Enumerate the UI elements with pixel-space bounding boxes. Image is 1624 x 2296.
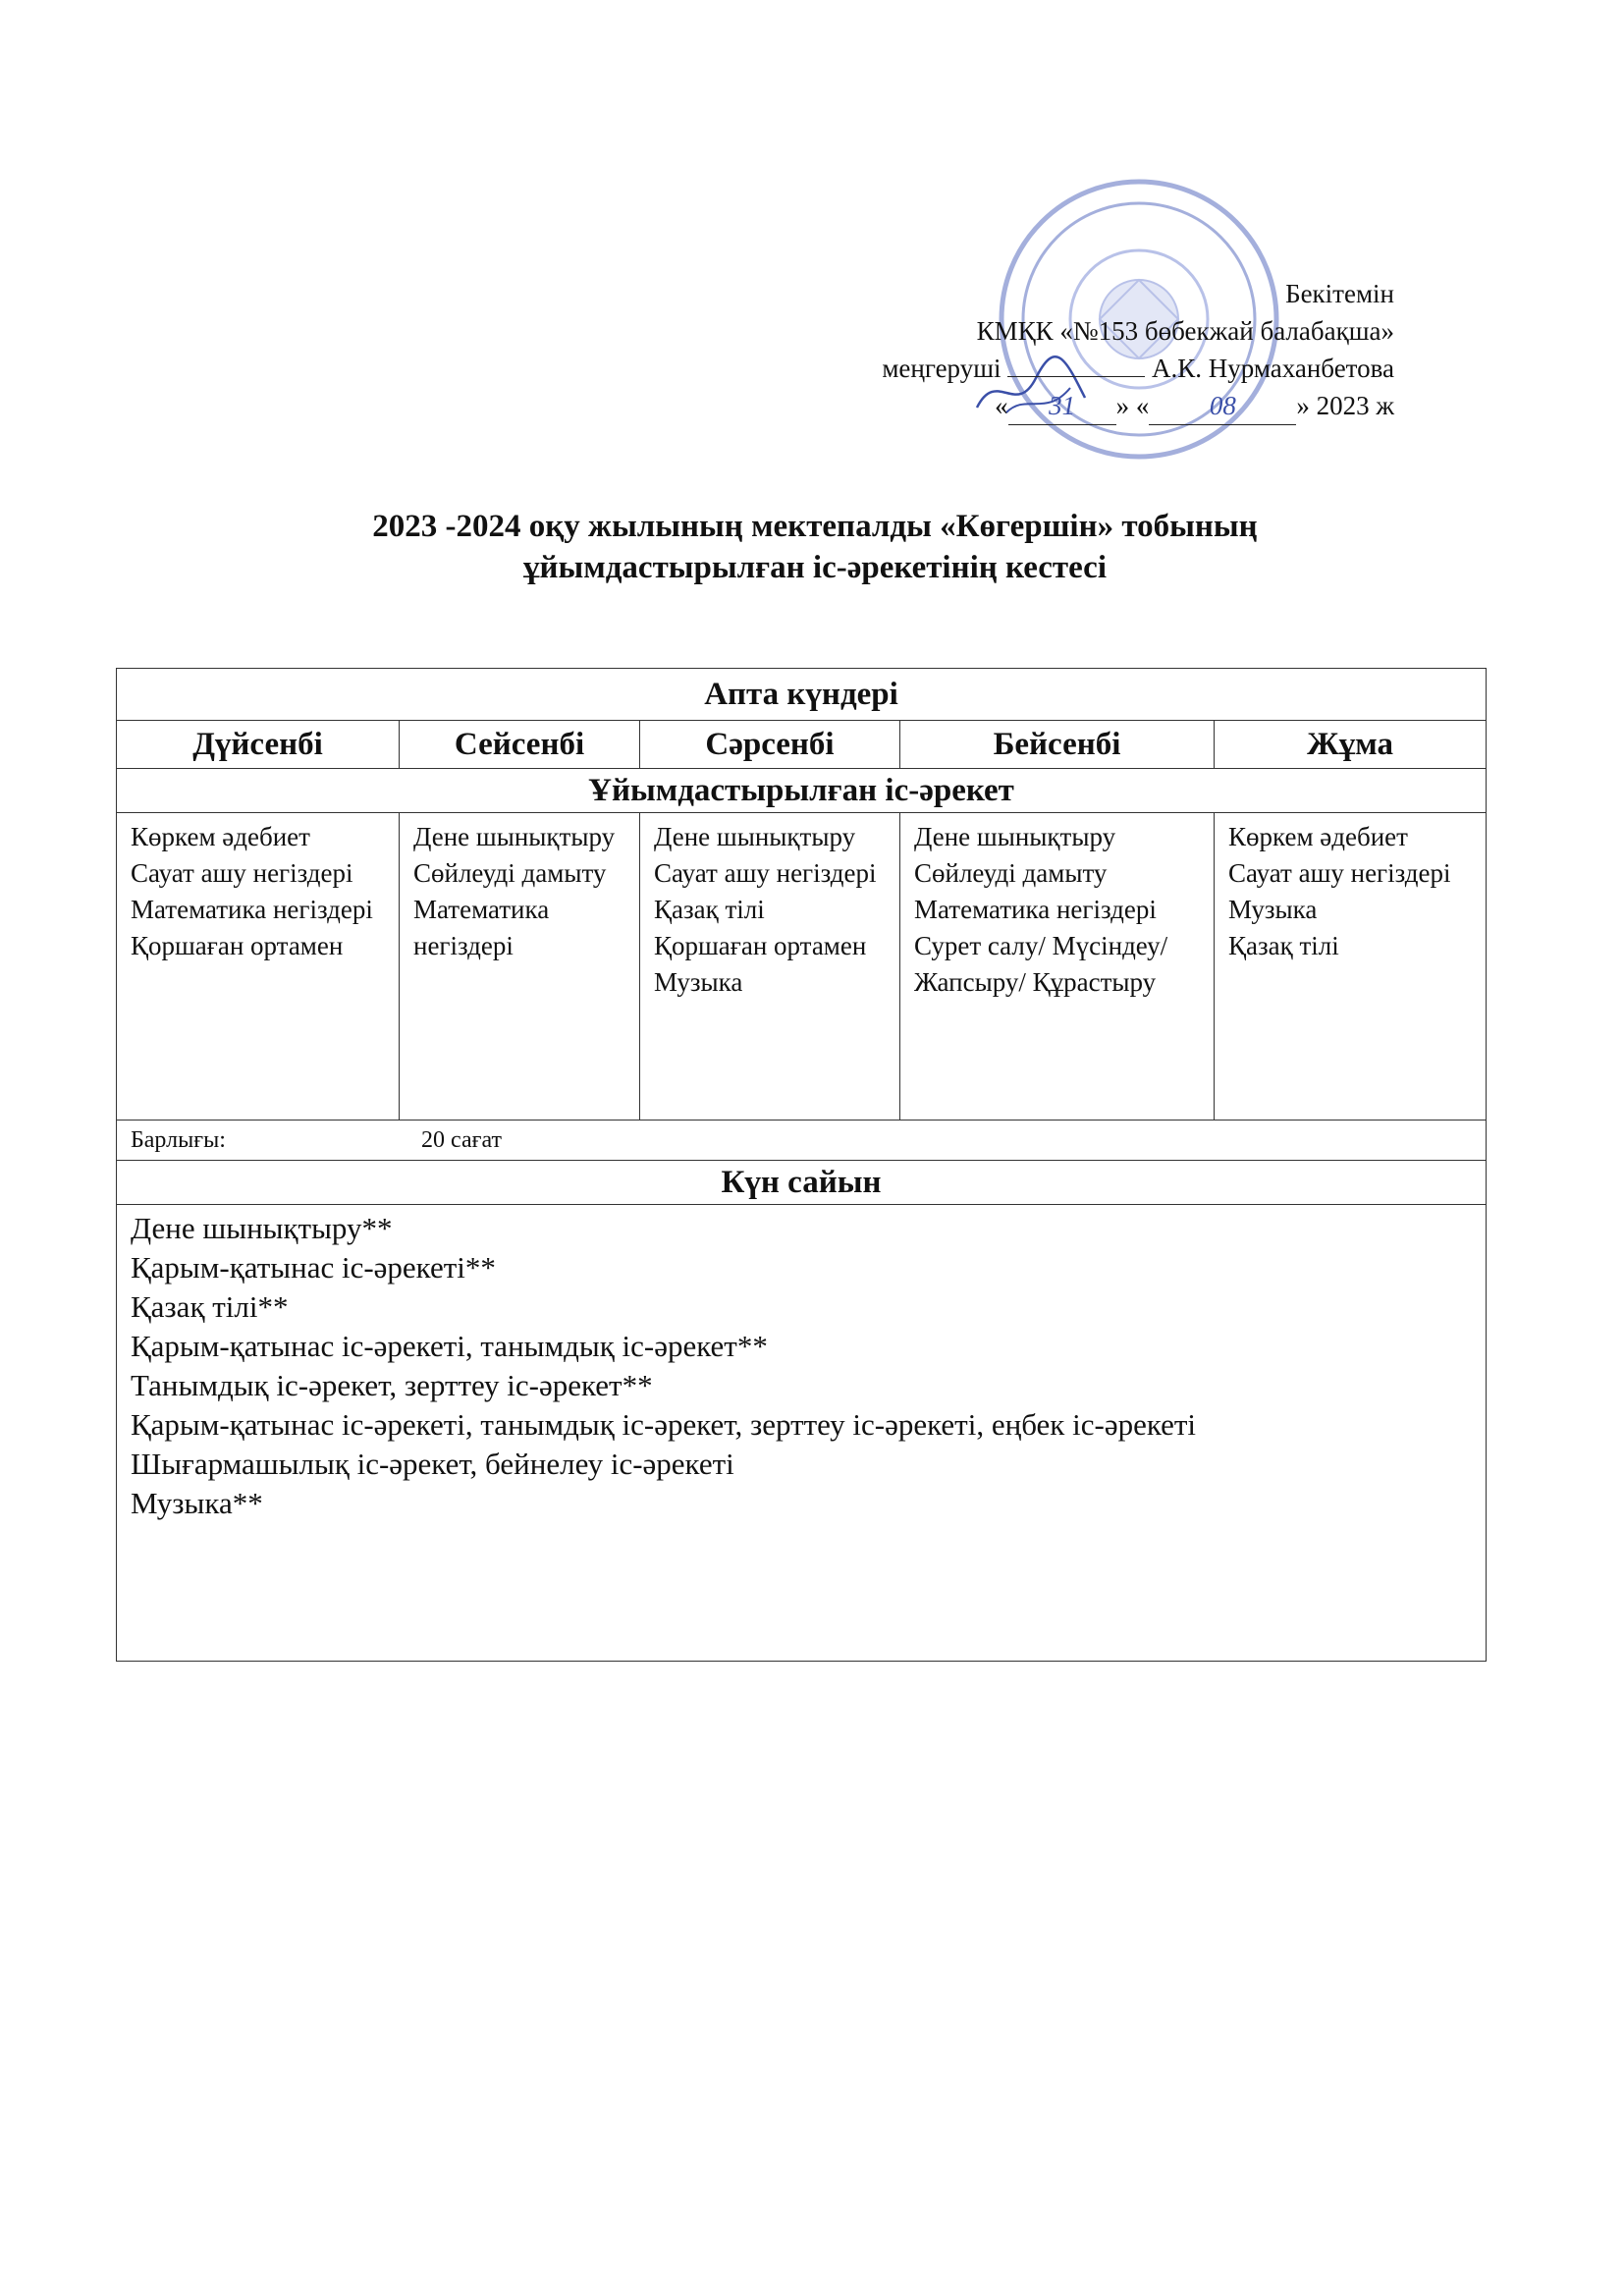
list-item: Көркем әдебиет: [131, 822, 310, 851]
list-item: Музыка: [1228, 895, 1318, 924]
schedule-table: [116, 668, 1487, 1662]
title-line-2: ұйымдастырылған іс-әрекетінің кестесі: [522, 550, 1108, 585]
approval-date-line: « 31 » « 08 » 2023 ж: [766, 387, 1394, 425]
activities-row: [117, 813, 1487, 1121]
day-wednesday: Сәрсенбі: [640, 721, 900, 769]
list-item: Қазақ тілі: [654, 895, 765, 924]
page-title: [118, 506, 1512, 588]
list-item: Сурет салу/ Мүсіндеу/ Жапсыру/ Құрастыру: [914, 931, 1168, 997]
list-item: Сауат ашу негіздері: [1228, 858, 1451, 888]
list-item: Қарым-қатынас іс-әрекеті, танымдық іс-әрекет, зерттеу іс-әрекеті, еңбек іс-әрекеті: [131, 1407, 1197, 1442]
list-item: Математика негіздері: [413, 895, 550, 960]
list-item: Көркем әдебиет: [1228, 822, 1408, 851]
head-name: А.К. Нурмаханбетова: [1152, 354, 1394, 383]
monday-activities: [117, 813, 400, 1121]
wednesday-activities: [640, 813, 900, 1121]
organized-activity-header: Ұйымдастырылған іс-әрекет: [117, 769, 1487, 813]
approval-heading: Бекітемін: [1285, 279, 1394, 308]
list-item: Сауат ашу негіздері: [654, 858, 877, 888]
total-value: 20 сағат: [421, 1126, 502, 1153]
thursday-activities: [900, 813, 1215, 1121]
day-thursday: Бейсенбі: [900, 721, 1215, 769]
date-day: 31: [1008, 387, 1116, 425]
list-item: Қазақ тілі**: [131, 1289, 289, 1324]
total-row: [117, 1121, 1487, 1161]
title-line-1: 2023 -2024 оқу жылының мектепалды «Көгершін» тобының: [372, 509, 1258, 544]
list-item: Математика негіздері: [914, 895, 1157, 924]
daily-activities: [117, 1205, 1487, 1662]
list-item: Қарым-қатынас іс-әрекеті**: [131, 1250, 496, 1285]
date-month: 08: [1149, 387, 1296, 425]
list-item: Дене шынықтыру: [413, 822, 616, 851]
week-days-header: Апта күндері: [117, 669, 1487, 721]
day-friday: Жұма: [1215, 721, 1487, 769]
friday-activities: [1215, 813, 1487, 1121]
list-item: Математика негіздері: [131, 895, 373, 924]
signature-blank: [1007, 376, 1145, 377]
approval-organization: КМҚК «№153 бөбекжай балабақша»: [976, 316, 1394, 346]
tuesday-activities: [400, 813, 640, 1121]
day-monday: Дүйсенбі: [117, 721, 400, 769]
approval-block: [766, 275, 1394, 425]
list-item: Танымдық іс-әрекет, зерттеу іс-әрекет**: [131, 1368, 653, 1402]
days-row: [117, 721, 1487, 769]
list-item: Сөйлеуді дамыту: [914, 858, 1108, 888]
list-item: Қарым-қатынас іс-әрекеті, танымдық іс-әрекет**: [131, 1329, 768, 1363]
list-item: Қоршаған ортамен: [654, 931, 867, 960]
list-item: Сөйлеуді дамыту: [413, 858, 607, 888]
list-item: Қазақ тілі: [1228, 931, 1339, 960]
list-item: Музыка: [654, 967, 743, 997]
list-item: Дене шынықтыру: [654, 822, 856, 851]
daily-header: Күн сайын: [117, 1161, 1487, 1205]
list-item: Қоршаған ортамен: [131, 931, 344, 960]
head-label: меңгеруші: [882, 354, 1001, 383]
list-item: Музыка**: [131, 1486, 263, 1520]
day-tuesday: Сейсенбі: [400, 721, 640, 769]
list-item: Шығармашылық іс-әрекет, бейнелеу іс-әрекеті: [131, 1447, 734, 1481]
approval-head-line: [766, 350, 1394, 387]
total-label: Барлығы:: [131, 1126, 226, 1153]
date-year: » 2023 ж: [1296, 391, 1394, 420]
list-item: Дене шынықтыру**: [131, 1211, 393, 1245]
list-item: Дене шынықтыру: [914, 822, 1116, 851]
list-item: Сауат ашу негіздері: [131, 858, 353, 888]
